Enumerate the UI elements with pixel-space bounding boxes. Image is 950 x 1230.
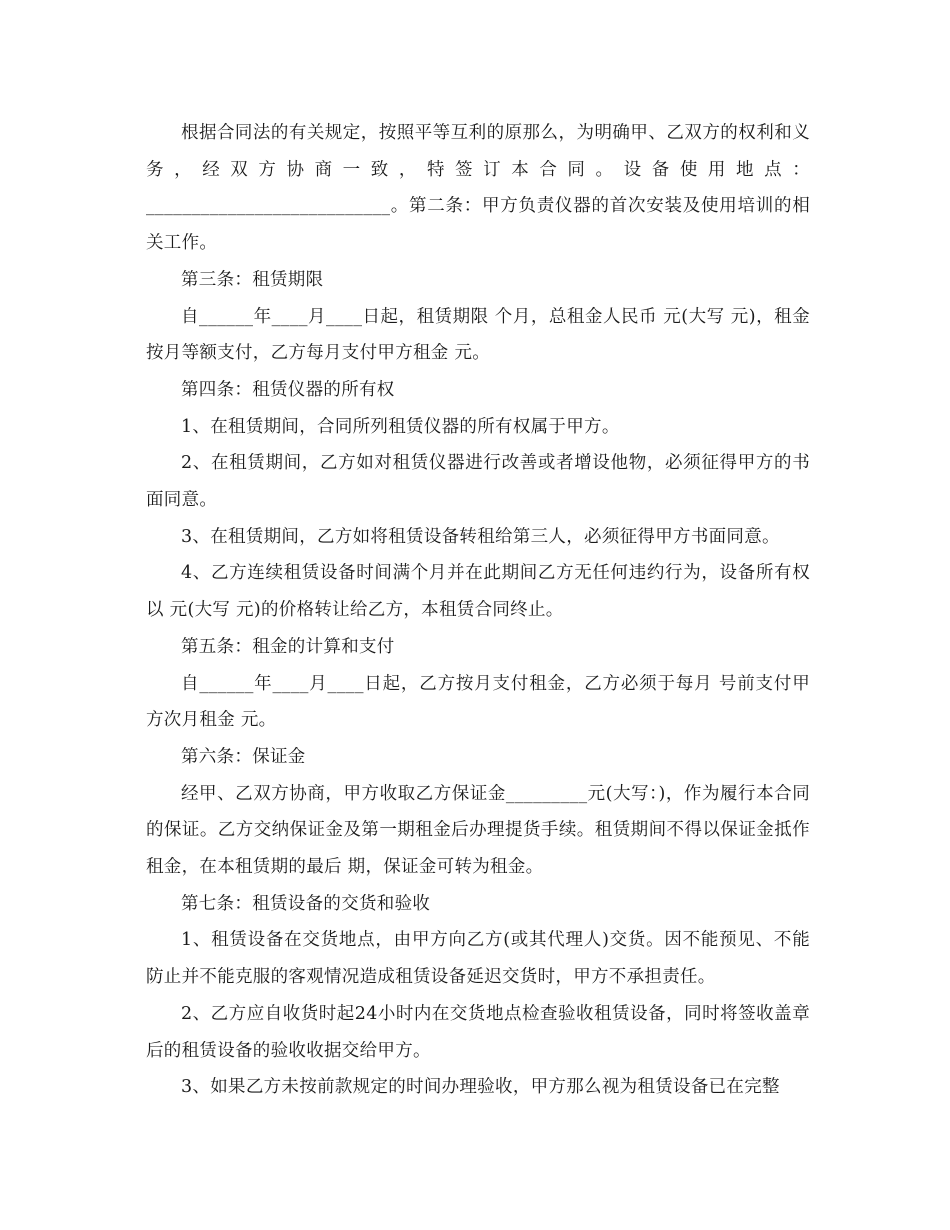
document-body bbox=[146, 115, 810, 1106]
heading-article-4: 第四条：租赁仪器的所有权 bbox=[181, 379, 395, 400]
paragraph-preamble: 根据合同法的有关规定，按照平等互利的原那么，为明确甲、乙双方的权利和义务，经双方协商一致，特签订本合同。设备使用地点：___________________________。第二条：甲方负责仪器的首次安装及使用培训的相关工作。 bbox=[146, 123, 810, 254]
clause-4-1: 1、在租赁期间，合同所列租赁仪器的所有权属于甲方。 bbox=[181, 416, 620, 437]
heading-article-7: 第七条：租赁设备的交货和验收 bbox=[181, 893, 431, 914]
clause-7-1: 1、租赁设备在交货地点，由甲方向乙方(或其代理人)交货。因不能预见、不能防止并不能克服的客观情况造成租赁设备延迟交货时，甲方不承担责任。 bbox=[146, 930, 810, 988]
clause-4-3: 3、在租赁期间，乙方如将租赁设备转租给第三人，必须征得甲方书面同意。 bbox=[181, 526, 780, 547]
clause-7-3: 3、如果乙方未按前款规定的时间办理验收，甲方那么视为租赁设备已在完整 bbox=[181, 1077, 780, 1098]
paragraph-deposit: 经甲、乙双方协商，甲方收取乙方保证金_________元(大写：)，作为履行本合同的保证。乙方交纳保证金及第一期租金后办理提货手续。租赁期间不得以保证金抵作租金，在本租赁期的最后 期，保证金可转为租金。 bbox=[146, 783, 810, 878]
paragraph-lease-term: 自______年____月____日起，租赁期限 个月，总租金人民币 元(大写 元)，租金按月等额支付，乙方每月支付甲方租金 元。 bbox=[146, 306, 810, 364]
heading-article-5: 第五条：租金的计算和支付 bbox=[181, 636, 395, 657]
clause-4-2: 2、在租赁期间，乙方如对租赁仪器进行改善或者增设他物，必须征得甲方的书面同意。 bbox=[146, 453, 810, 511]
paragraph-rent-payment: 自______年____月____日起，乙方按月支付租金，乙方必须于每月 号前支付甲方次月租金 元。 bbox=[146, 673, 810, 731]
clause-4-4: 4、乙方连续租赁设备时间满个月并在此期间乙方无任何违约行为，设备所有权以 元(大写 元)的价格转让给乙方，本租赁合同终止。 bbox=[146, 563, 810, 621]
clause-7-2: 2、乙方应自收货时起24小时内在交货地点检查验收租赁设备，同时将签收盖章后的租赁设备的验收收据交给甲方。 bbox=[146, 1003, 810, 1061]
heading-article-6: 第六条：保证金 bbox=[181, 746, 306, 767]
heading-article-3: 第三条：租赁期限 bbox=[181, 269, 324, 290]
